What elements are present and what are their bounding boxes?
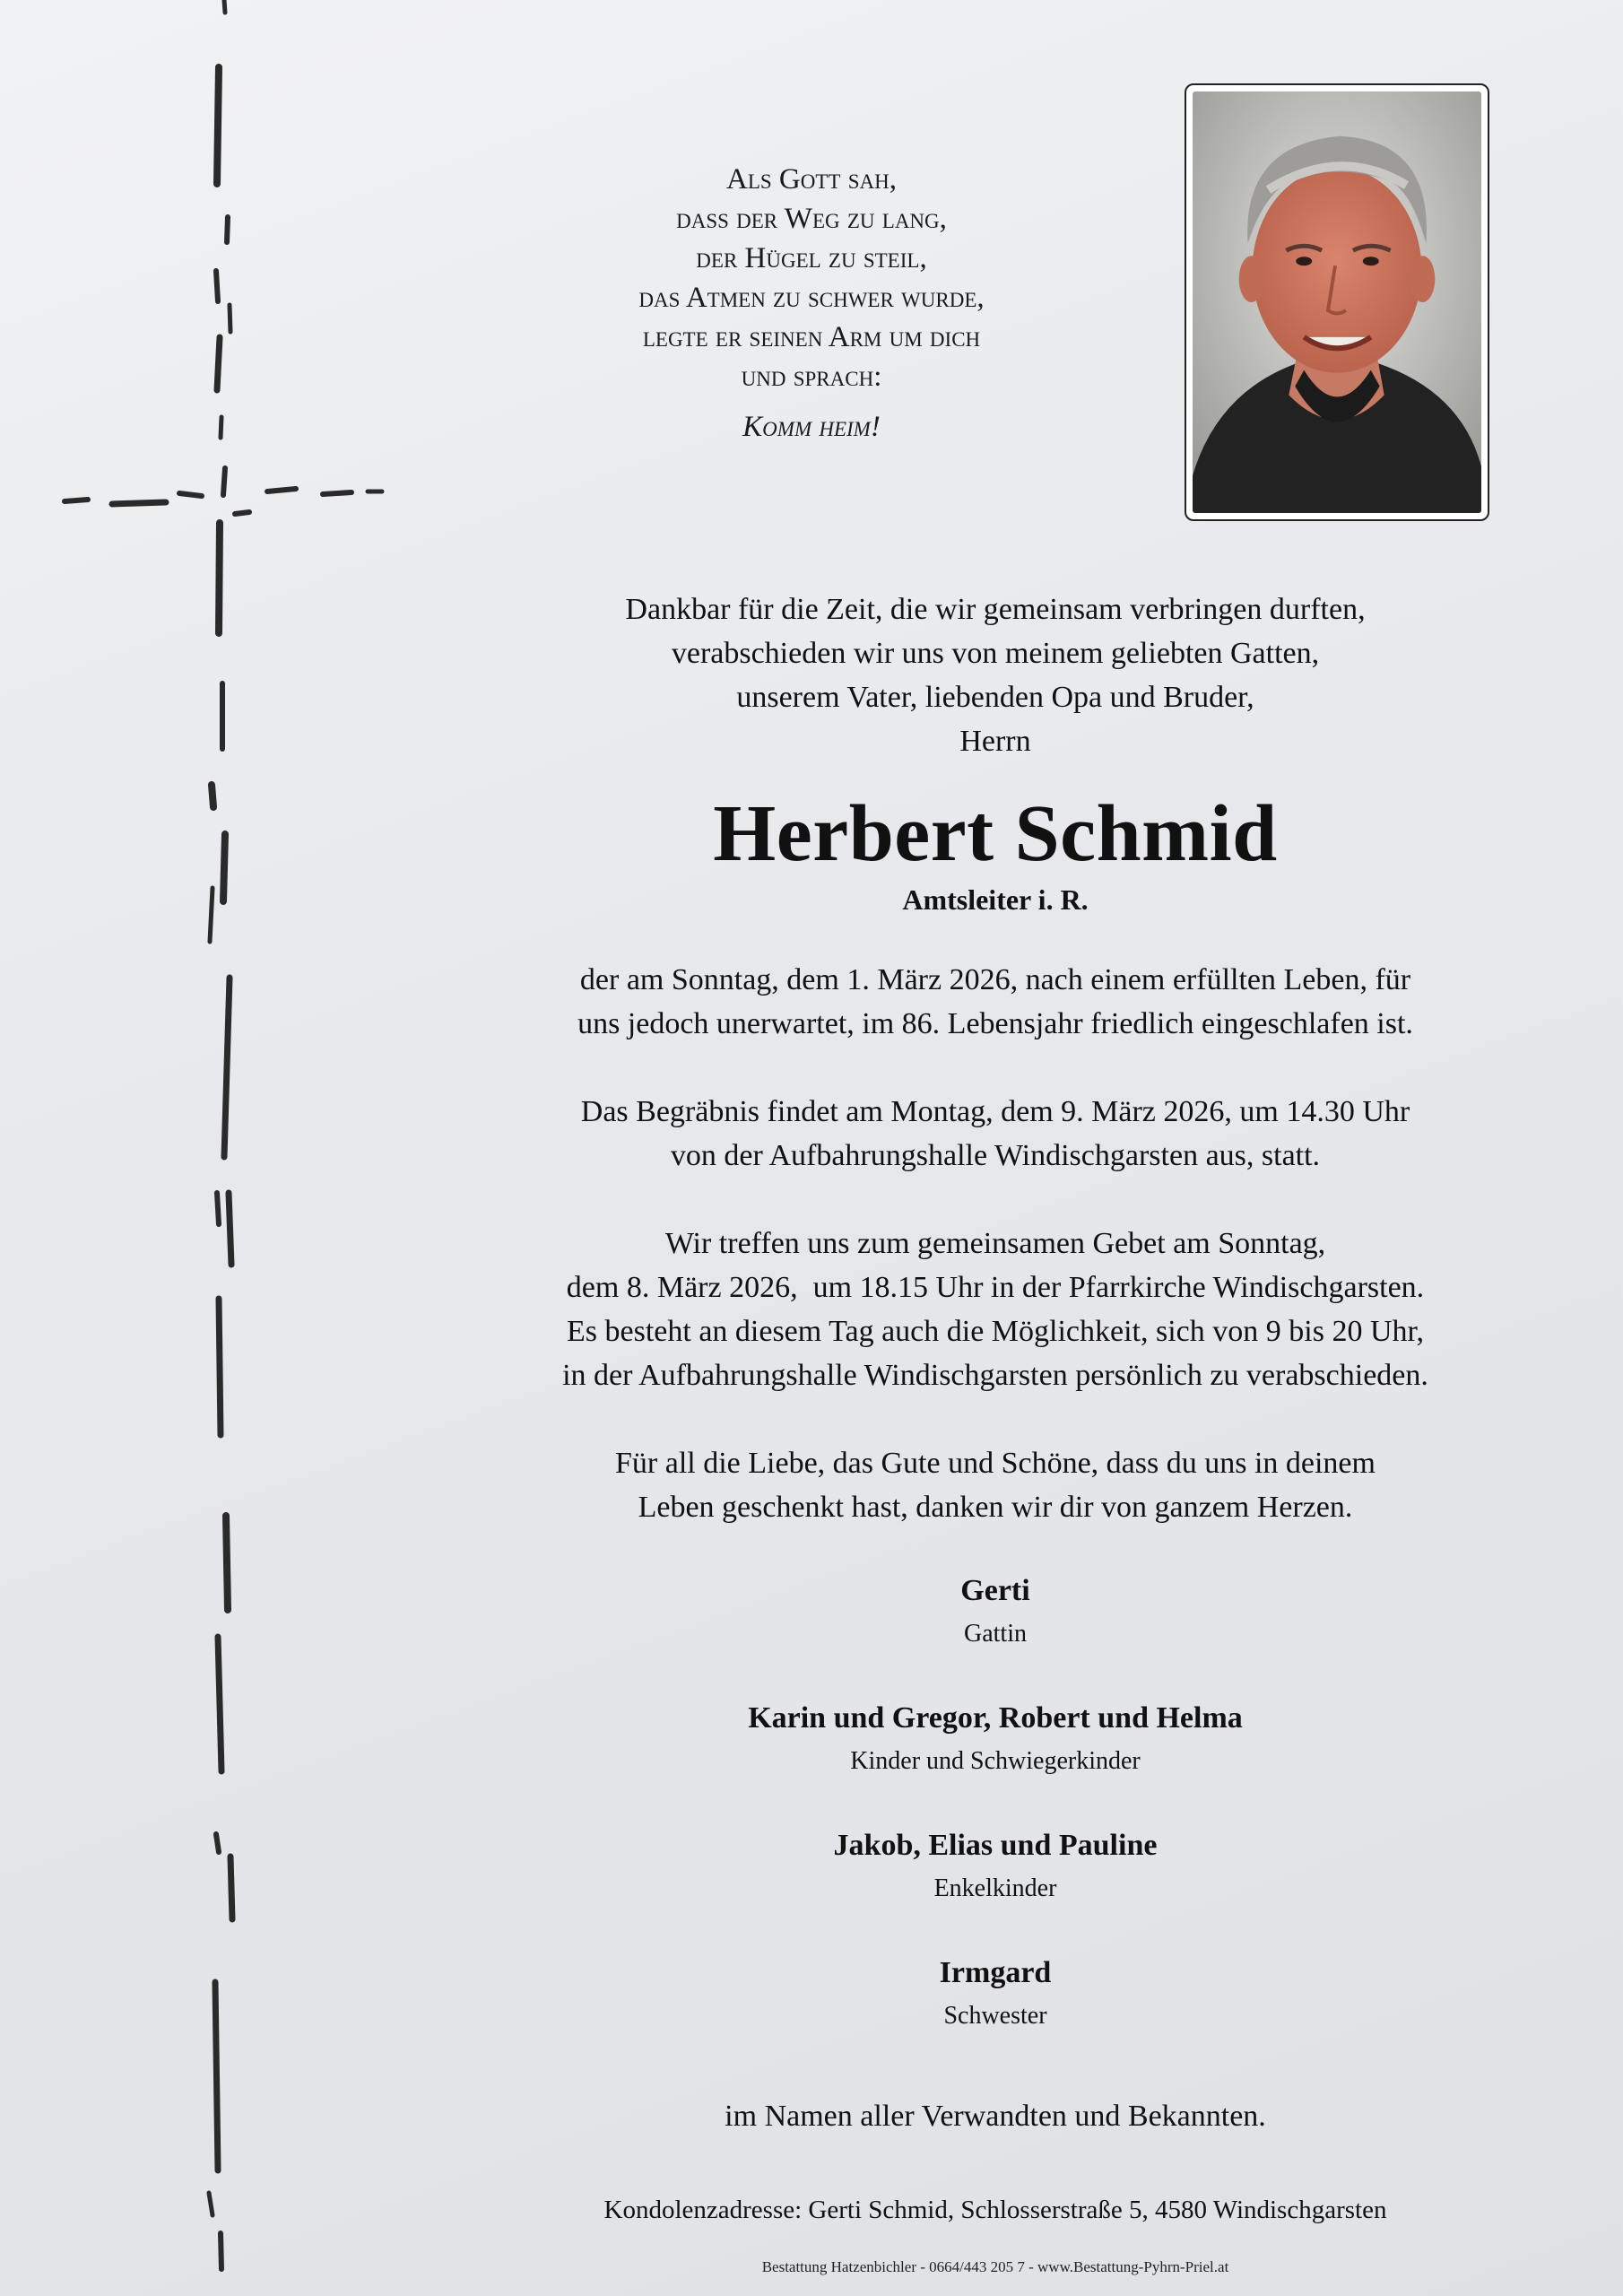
family-member: [502, 1570, 1488, 1656]
intro-text: [502, 587, 1488, 763]
portrait-image: [1193, 91, 1481, 513]
paragraph-prayer: [502, 1222, 1488, 1397]
family-member-names: Karin und Gregor, Robert und Helma: [748, 1701, 1243, 1735]
text-line: der am Sonntag, dem 1. März 2026, nach einem erfüllten Leben, für: [579, 963, 1411, 996]
text-line: Es besteht an diesem Tag auch die Möglichkeit, sich von 9 bis 20 Uhr,: [567, 1315, 1424, 1348]
paragraph-funeral: [502, 1090, 1488, 1178]
paragraph-thanks: [502, 1441, 1488, 1529]
poem-line: der Hügel zu steil,: [696, 242, 927, 274]
poem-line: und sprach:: [741, 361, 882, 393]
text-line: von der Aufbahrungshalle Windischgarsten aus, statt.: [670, 1139, 1321, 1172]
closing-line: im Namen aller Verwandten und Bekannten.: [725, 2100, 1266, 2133]
poem-line: das Atmen zu schwer wurde,: [638, 282, 985, 314]
condolence-address: Kondolenzadresse: Gerti Schmid, Schlosserstraße 5, 4580 Windischgarsten: [603, 2196, 1387, 2224]
poem-line: dass der Weg zu lang,: [676, 203, 947, 235]
intro-line: verabschieden wir uns von meinem geliebten Gatten,: [671, 637, 1320, 670]
family-member-relation: Kinder und Schwiegerkinder: [850, 1747, 1141, 1775]
family-member-relation: Schwester: [943, 2002, 1047, 2030]
text-line: uns jedoch unerwartet, im 86. Lebensjahr friedlich eingeschlafen ist.: [577, 1007, 1413, 1040]
family-member: [502, 1824, 1488, 1910]
poem-closing: Komm heim!: [742, 411, 881, 443]
poem-line: legte er seinen Arm um dich: [642, 321, 981, 353]
text-line: Das Begräbnis findet am Montag, dem 9. März 2026, um 14.30 Uhr: [580, 1095, 1410, 1128]
cross-icon: [0, 0, 412, 2296]
deceased-name: Herbert Schmid: [713, 789, 1278, 878]
family-member: [502, 1952, 1488, 2038]
intro-line: Dankbar für die Zeit, die wir gemeinsam verbringen durften,: [625, 593, 1366, 626]
family-member-relation: Gattin: [964, 1620, 1027, 1648]
text-line: Leben geschenkt hast, danken wir dir von ganzem Herzen.: [638, 1491, 1353, 1524]
family-member: [502, 1697, 1488, 1783]
text-line: dem 8. März 2026, um 18.15 Uhr in der Pfarrkirche Windischgarsten.: [566, 1271, 1425, 1304]
funeral-home-footer: Bestattung Hatzenbichler - 0664/443 205 7 - www.Bestattung-Pyhrn-Priel.at: [761, 2258, 1229, 2275]
paragraph-death: [502, 958, 1488, 1046]
portrait-photo: [1185, 83, 1489, 521]
deceased-title: Amtsleiter i. R.: [902, 883, 1089, 916]
family-member-names: Irmgard: [939, 1956, 1052, 1989]
family-member-names: Jakob, Elias und Pauline: [833, 1829, 1158, 1862]
text-line: in der Aufbahrungshalle Windischgarsten persönlich zu verabschieden.: [562, 1359, 1428, 1392]
text-line: Für all die Liebe, das Gute und Schöne, dass du uns in deinem: [615, 1447, 1376, 1480]
family-member-names: Gerti: [960, 1574, 1030, 1607]
intro-line: unserem Vater, liebenden Opa und Bruder,: [736, 681, 1254, 714]
family-member-relation: Enkelkinder: [933, 1874, 1057, 1902]
family-list: [502, 1570, 1488, 2079]
intro-line: Herrn: [959, 725, 1031, 758]
poem-line: Als Gott sah,: [726, 163, 897, 196]
poem: [574, 160, 1049, 447]
text-line: Wir treffen uns zum gemeinsamen Gebet am Sonntag,: [664, 1227, 1326, 1260]
